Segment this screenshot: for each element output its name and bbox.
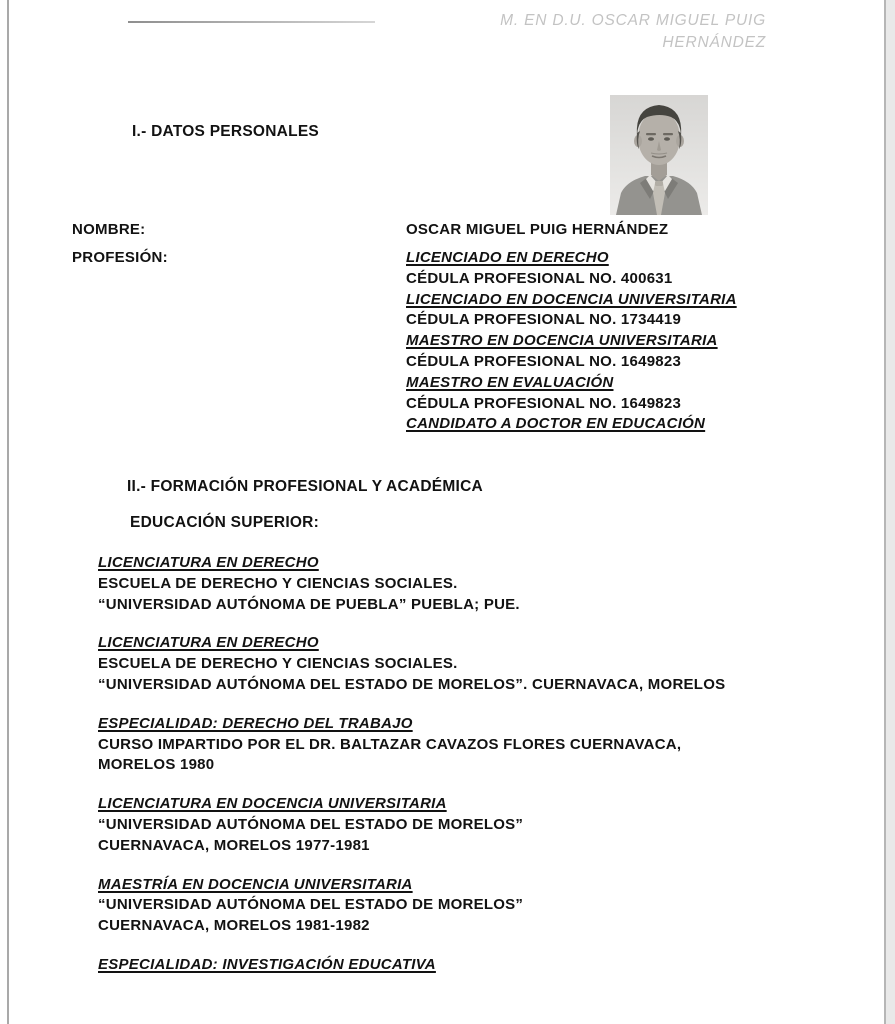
viewer-gutter xyxy=(886,0,895,1024)
education-entry-line: CUERNAVACA, MORELOS 1977-1981 xyxy=(98,836,370,854)
education-entry-line: ESCUELA DE DERECHO Y CIENCIAS SOCIALES. xyxy=(98,574,458,592)
portrait-photo xyxy=(610,95,708,215)
profession-degree-title: CANDIDATO A DOCTOR EN EDUCACIÓN xyxy=(406,415,706,433)
header-rule-line xyxy=(128,21,375,23)
education-entry-title: MAESTRÍA EN DOCENCIA UNIVERSITARIA xyxy=(98,875,413,893)
header-author-name xyxy=(500,10,766,54)
section-heading-formacion: II.- FORMACIÓN PROFESIONAL Y ACADÉMICA xyxy=(127,478,483,495)
page-left-edge xyxy=(7,0,9,1024)
header-author-line: M. EN D.U. OSCAR MIGUEL PUIG xyxy=(500,12,766,29)
education-entry-title: LICENCIATURA EN DERECHO xyxy=(98,554,319,571)
education-entries xyxy=(98,553,725,994)
profession-degree-title: MAESTRO EN DOCENCIA UNIVERSITARIA xyxy=(406,332,718,350)
profession-cedula-line: CÉDULA PROFESIONAL NO. 400631 xyxy=(406,269,673,287)
profession-degree-title: LICENCIADO EN DOCENCIA UNIVERSITARIA xyxy=(406,290,737,308)
profession-cedula-line: CÉDULA PROFESIONAL NO. 1649823 xyxy=(406,352,682,370)
subheading-educacion-superior: EDUCACIÓN SUPERIOR: xyxy=(130,514,320,531)
profession-cedula-line: CÉDULA PROFESIONAL NO. 1734419 xyxy=(406,311,682,329)
nombre-label: NOMBRE: xyxy=(72,221,146,238)
education-entry-line: MORELOS 1980 xyxy=(98,756,215,774)
education-entry xyxy=(98,955,725,976)
education-entry xyxy=(98,794,725,856)
education-entry-line: “UNIVERSIDAD AUTÓNOMA DE PUEBLA” PUEBLA; PUE. xyxy=(98,595,520,613)
profession-cedula-line: CÉDULA PROFESIONAL NO. 1649823 xyxy=(406,394,682,412)
education-entry-line: ESCUELA DE DERECHO Y CIENCIAS SOCIALES. xyxy=(98,655,458,673)
profession-degree-title: LICENCIADO EN DERECHO xyxy=(406,249,609,266)
education-entry xyxy=(98,714,725,776)
education-entry-title: ESPECIALIDAD: INVESTIGACIÓN EDUCATIVA xyxy=(98,955,436,973)
education-entry-line: “UNIVERSIDAD AUTÓNOMA DEL ESTADO DE MORELOS” xyxy=(98,815,524,833)
header-author-line: HERNÁNDEZ xyxy=(662,34,766,51)
education-entry xyxy=(98,553,725,615)
education-entry-line: “UNIVERSIDAD AUTÓNOMA DEL ESTADO DE MORELOS”. CUERNAVACA, MORELOS xyxy=(98,675,726,693)
education-entry-line: “UNIVERSIDAD AUTÓNOMA DEL ESTADO DE MORELOS” xyxy=(98,896,524,914)
education-entry-title: LICENCIATURA EN DOCENCIA UNIVERSITARIA xyxy=(98,795,447,813)
education-entry-line: CUERNAVACA, MORELOS 1981-1982 xyxy=(98,917,370,935)
education-entry xyxy=(98,633,725,695)
education-entry xyxy=(98,875,725,937)
education-entry-title: LICENCIATURA EN DERECHO xyxy=(98,634,319,652)
education-entry-title: ESPECIALIDAD: DERECHO DEL TRABAJO xyxy=(98,714,413,732)
section-heading-datos-personales: I.- DATOS PERSONALES xyxy=(132,123,320,140)
education-entry-line: CURSO IMPARTIDO POR EL DR. BALTAZAR CAVAZOS FLORES CUERNAVACA, xyxy=(98,735,682,753)
profession-degree-title: MAESTRO EN EVALUACIÓN xyxy=(406,373,614,391)
profession-list xyxy=(406,248,737,435)
nombre-value: OSCAR MIGUEL PUIG HERNÁNDEZ xyxy=(406,221,669,238)
profesion-label: PROFESIÓN: xyxy=(72,249,168,266)
